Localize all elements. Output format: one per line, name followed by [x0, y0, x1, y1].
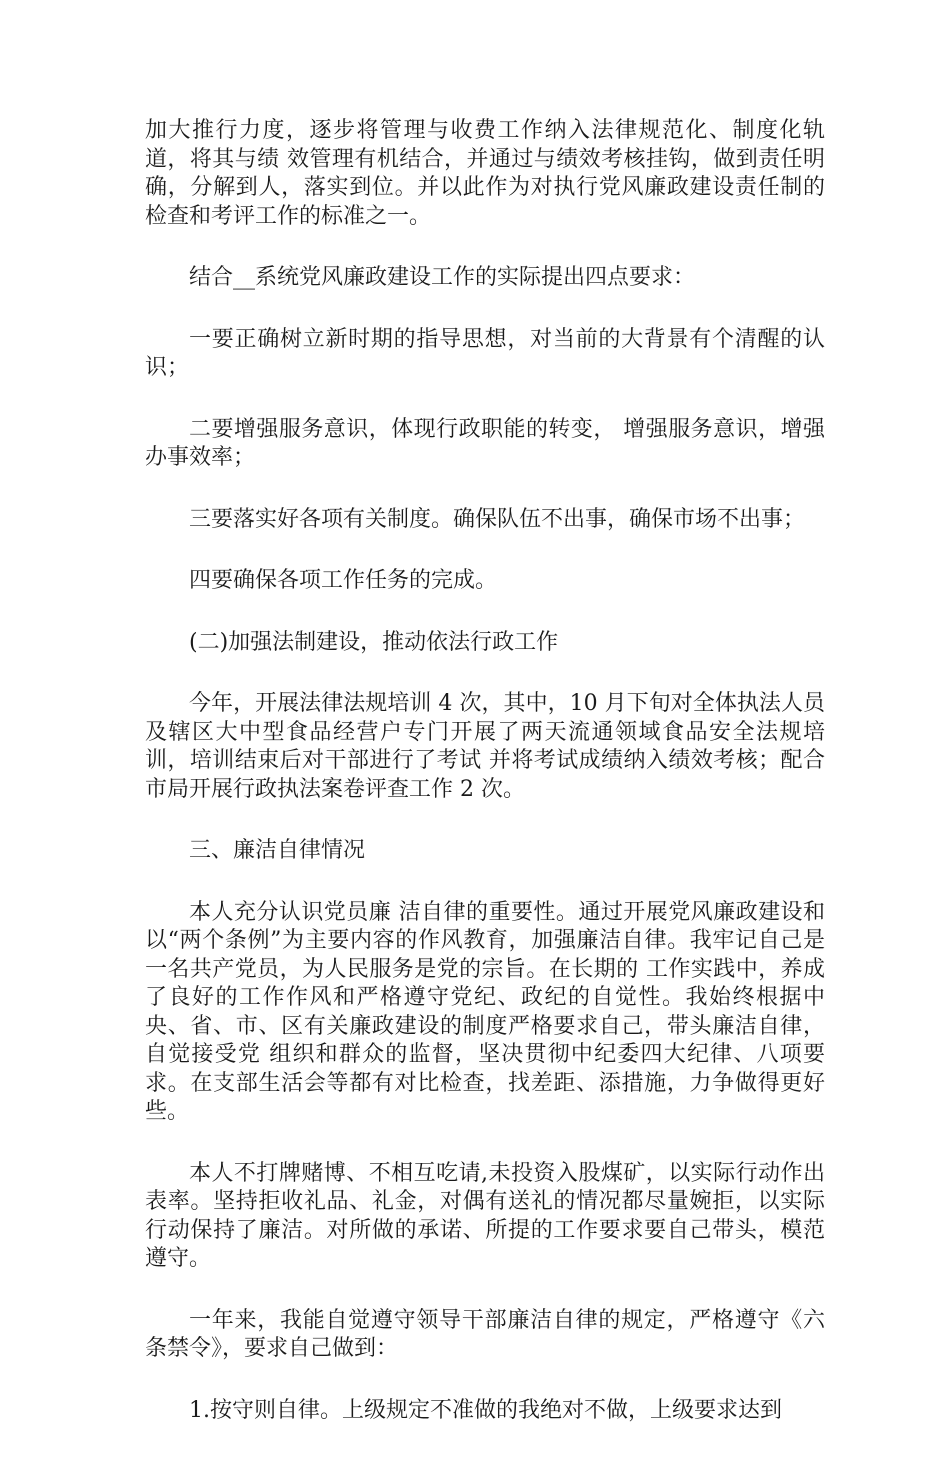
document-body	[145, 117, 825, 1458]
paragraph-6: 四要确保各项工作任务的完成。	[189, 568, 498, 593]
section-heading-legal: (二)加强法制建设，推动依法行政工作	[189, 629, 559, 655]
paragraph-5: 三要落实好各项有关制度。确保队伍不出事，确保市场不出事；	[189, 506, 806, 532]
paragraph-8: 今年，开展法律法规培训 4 次，其中，10 月下旬对全体执法人员及辖区大中型食品经营户专门开展了两天流通领域食品安全法规培训，培训结束后对干部进行了考试 并将考试成绩纳入绩效考核；配合市局开展行政执法案卷评查工作 2 次。	[145, 691, 825, 802]
paragraph-2: 结合__系统党风廉政建设工作的实际提出四点要求：	[189, 265, 696, 290]
paragraph-11: 本人不打牌赌博、不相互吃请,未投资入股煤矿，以实际行动作出表率。坚持拒收礼品、礼金，对偶有送礼的情况都尽量婉拒，以实际行动保持了廉洁。对所做的承诺、所提的工作要求要自己带头，模范遵守。	[145, 1160, 825, 1271]
section-heading-integrity: 三、廉洁自律情况	[189, 838, 366, 863]
paragraph-1: 加大推行力度，逐步将管理与收费工作纳入法律规范化、制度化轨道，将其与绩 效管理有机结合，并通过与绩效考核挂钩，做到责任明确，分解到人，落实到位。并以此作为对执行党风廉政建设责任制的检查和考评工作的标准之一。	[145, 118, 825, 229]
paragraph-10: 本人充分认识党员廉 洁自律的重要性。通过开展党风廉政建设和以“两个条例”为主要内容的作风教育，加强廉洁自律。我牢记自己是一名共产党员，为人民服务是党的宗旨。在长期的 工作实践中，养成了良好的工作作风和严格遵守党纪、政纪的自觉性。我始终根据中央、省、市、区有关廉政建设的制度严格要求自己，带头廉洁自律，自觉接受党 组织和群众的监督，坚决贯彻中纪委四大纪律、八项要求。在支部生活会等都有对比检查，找差距、添措施，力争做得更好些。	[145, 899, 825, 1124]
paragraph-13: 1.按守则自律。上级规定不准做的我绝对不做，上级要求达到	[189, 1397, 782, 1423]
paragraph-4: 二要增强服务意识，体现行政职能的转变， 增强服务意识，增强办事效率；	[145, 416, 825, 470]
paragraph-12: 一年来，我能自觉遵守领导干部廉洁自律的规定，严格遵守《六条禁令》，要求自己做到：	[145, 1307, 825, 1361]
paragraph-3: 一要正确树立新时期的指导思想，对当前的大背景有个清醒的认识；	[145, 326, 825, 380]
